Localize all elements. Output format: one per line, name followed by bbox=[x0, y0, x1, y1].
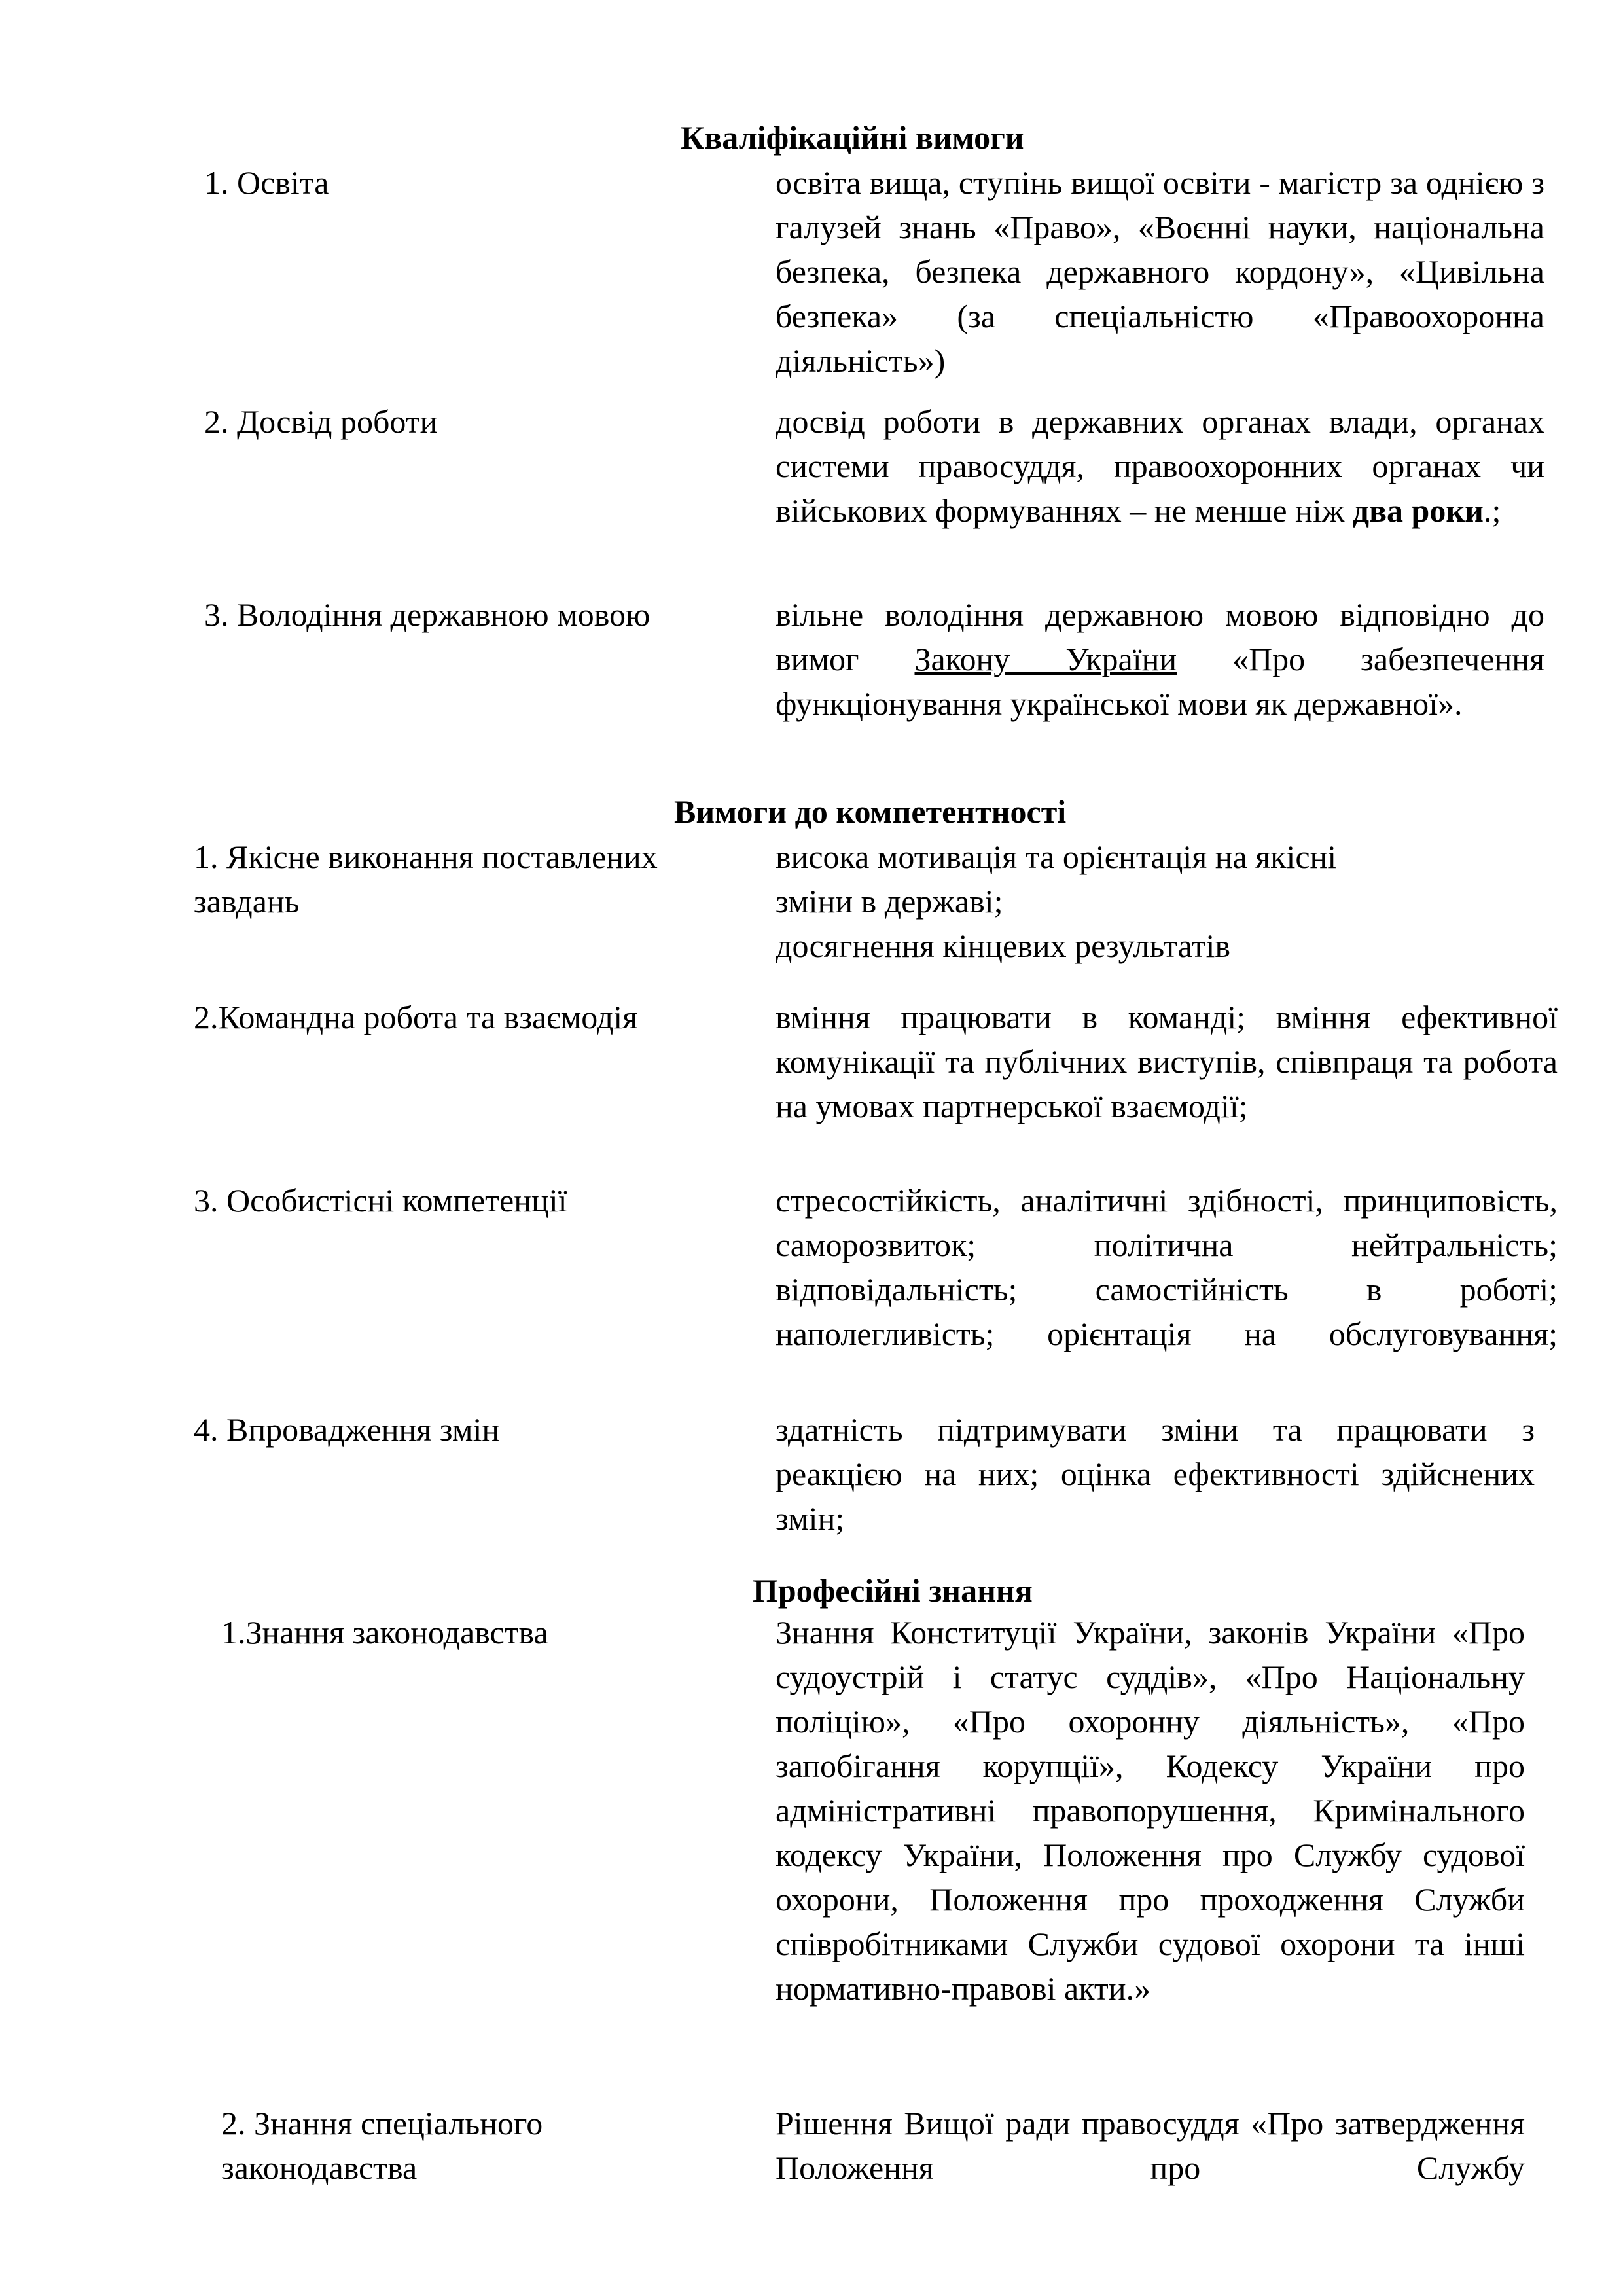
competence-label-personal: 3. Особистісні компетенції bbox=[194, 1182, 567, 1219]
section-title-professional-knowledge: Професійні знання bbox=[753, 1572, 1033, 1609]
experience-years-bold: два роки bbox=[1352, 492, 1484, 529]
language-text: вільне володіння державною мовою відповідно до вимог bbox=[776, 596, 1544, 677]
competence-value-change: здатність підтримувати зміни та працювати з реакцією на них; оцінка ефективності здійснених змін; bbox=[776, 1411, 1535, 1537]
knowledge-label-legislation: 1.Знання законодавства bbox=[221, 1614, 548, 1651]
competence-value-teamwork: вміння працювати в команді; вміння ефективної комунікації та публічних виступів, співпраця та робота на умовах партнерської взаємодії; bbox=[776, 999, 1558, 1124]
competence-label-change: 4. Впровадження змін bbox=[194, 1411, 500, 1448]
qualification-value-language bbox=[776, 592, 1544, 726]
qualification-label-language: 3. Володіння державною мовою bbox=[204, 596, 651, 633]
task-line-1: висока мотивація та орієнтація на якісні bbox=[776, 838, 1337, 875]
task-line-3: досягнення кінцевих результатів bbox=[776, 927, 1230, 964]
experience-suffix: .; bbox=[1483, 492, 1501, 529]
qualification-label-education: 1. Освіта bbox=[204, 164, 329, 201]
task-line-2: зміни в державі; bbox=[776, 883, 1003, 920]
experience-text: досвід роботи в державних органах влади, органах системи правосуддя, правоохоронних органах чи військових формуваннях – не менше ніж bbox=[776, 403, 1544, 529]
knowledge-value-legislation: Знання Конституції України, законів України «Про судоустрій і статус суддів», «Про Національну поліцію», «Про охоронну діяльність», «Про запобігання корупції», Кодексу України про адміністративні правопорушення, Кримінального кодексу України, Положення про Службу судової охорони, Положення про проходження Служби співробітниками Служби судової охорони та інші нормативно-правові акти.» bbox=[776, 1614, 1525, 2007]
competence-value-personal: стресостійкість, аналітичні здібності, принциповість, саморозвиток; політична нейтральність; відповідальність; самостійність в роботі; наполегливість; орієнтація на обслуговування; bbox=[776, 1182, 1558, 1352]
language-suffix: «Про забезпечення функціонування української мови як державної». bbox=[776, 641, 1544, 722]
qualification-label-experience: 2. Досвід роботи bbox=[204, 403, 438, 440]
competence-value-task-execution bbox=[776, 834, 1548, 968]
law-of-ukraine-link[interactable]: Закону України bbox=[914, 641, 1177, 677]
qualification-value-education: освіта вища, ступінь вищої освіти - магістр за однією з галузей знань «Право», «Воєнні науки, національна безпека, безпека державного кордону», «Цивільна безпека» (за спеціальністю «Правоохоронна діяльність») bbox=[776, 164, 1544, 379]
competence-label-task-execution: 1. Якісне виконання поставлених завдань bbox=[194, 838, 658, 920]
section-title-qualification: Кваліфікаційні вимоги bbox=[681, 119, 1024, 156]
knowledge-label-special-legislation: 2. Знання спеціального законодавства bbox=[221, 2105, 543, 2186]
section-title-competence: Вимоги до компетентності bbox=[674, 793, 1067, 830]
knowledge-value-special-legislation: Рішення Вищої ради правосуддя «Про затвердження Положення про Службу bbox=[776, 2105, 1525, 2186]
qualification-value-experience bbox=[776, 399, 1544, 533]
competence-label-teamwork: 2.Командна робота та взаємодія bbox=[194, 999, 638, 1035]
